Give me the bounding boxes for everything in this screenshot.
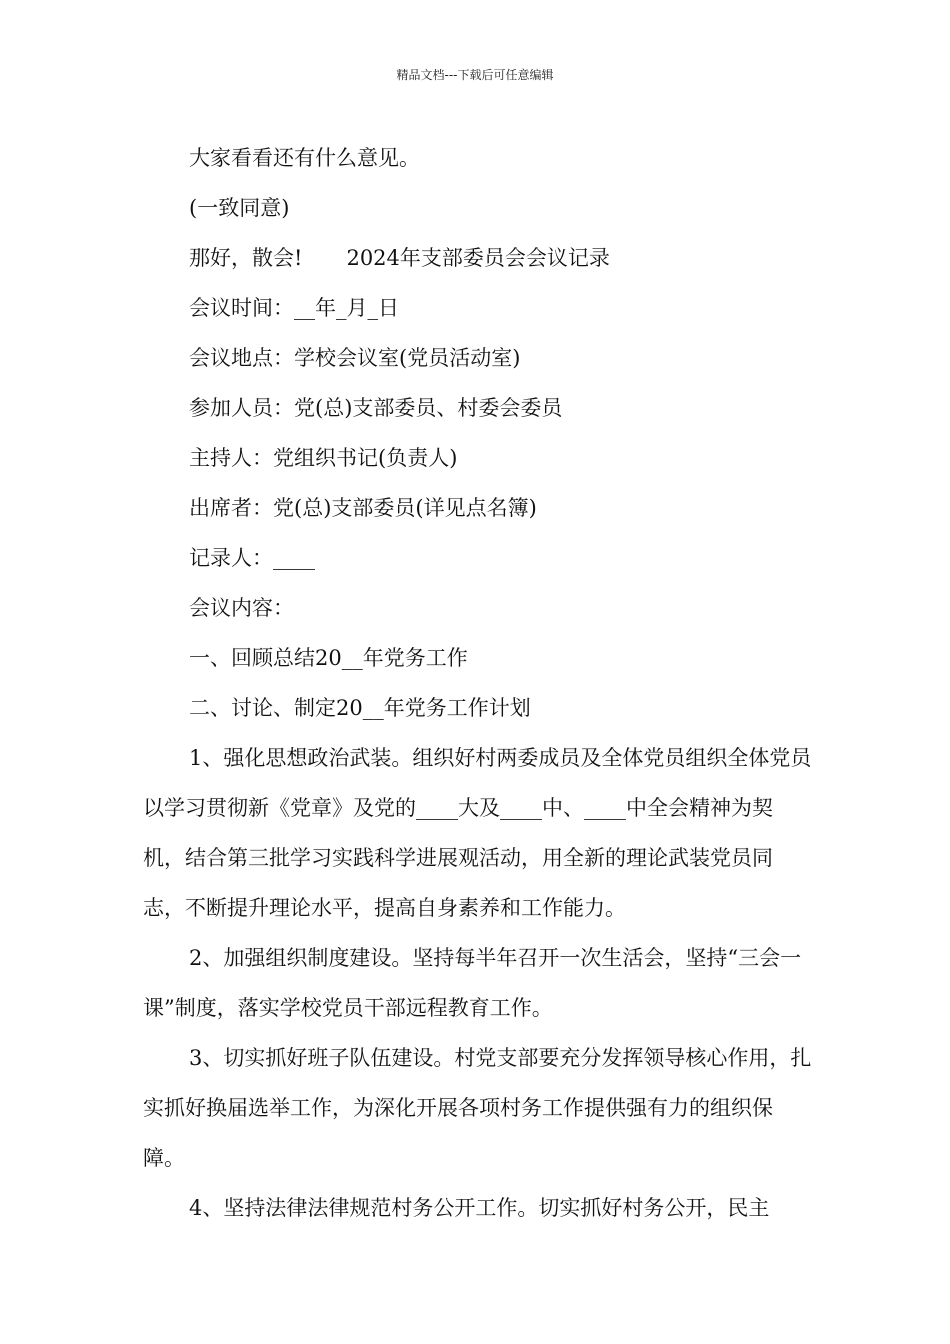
paragraph-2: 2、加强组织制度建设。坚持每半年召开一次生活会，坚持“三会一课”制度，落实学校党员干部远程教育工作。: [143, 946, 802, 1020]
meeting-location: 会议地点：学校会议室(党员活动室): [189, 346, 521, 370]
meeting-host: 主持人：党组织书记(负责人): [189, 446, 458, 470]
meeting-attendees: 出席者：党(总)支部委员(详见点名簿): [189, 496, 537, 520]
paragraph-4: 4、坚持法律法律规范村务公开工作。切实抓好村务公开，民主: [189, 1196, 770, 1220]
meeting-time: 会议时间：__年_月_日: [189, 296, 399, 320]
text-line-agreement: (一致同意): [189, 196, 290, 220]
paragraph-3: 3、切实抓好班子队伍建设。村党支部要充分发挥领导核心作用，扎实抓好换届选举工作，为深化开展各项村务工作提供强有力的组织保障。: [143, 1046, 812, 1170]
meeting-content-label: 会议内容：: [189, 596, 294, 620]
text-line-adjourn: [143, 233, 813, 283]
agenda-item-2: 二、讨论、制定20__年党务工作计划: [189, 696, 531, 720]
text-line-opinion: 大家看看还有什么意见。: [189, 146, 420, 170]
meeting-participants: 参加人员：党(总)支部委员、村委会委员: [189, 396, 563, 420]
paragraph-1: 1、强化思想政治武装。组织好村两委成员及全体党员组织全体党员以学习贯彻新《党章》及党的____大及____中、____中全会精神为契机，结合第三批学习实践科学进展观活动，用全新的理论武装党员同志，不断提升理论水平，提高自身素养和工作能力。: [143, 746, 812, 920]
page-header: 精品文档---下载后可任意编辑: [396, 68, 554, 82]
adjourn-text: 那好，散会!: [189, 246, 303, 270]
document-body: [143, 133, 813, 1233]
meeting-recorder: 记录人：____: [189, 546, 315, 570]
agenda-item-1: 一、回顾总结20__年党务工作: [189, 646, 468, 670]
record-title: 2024年支部委员会会议记录: [346, 246, 610, 270]
